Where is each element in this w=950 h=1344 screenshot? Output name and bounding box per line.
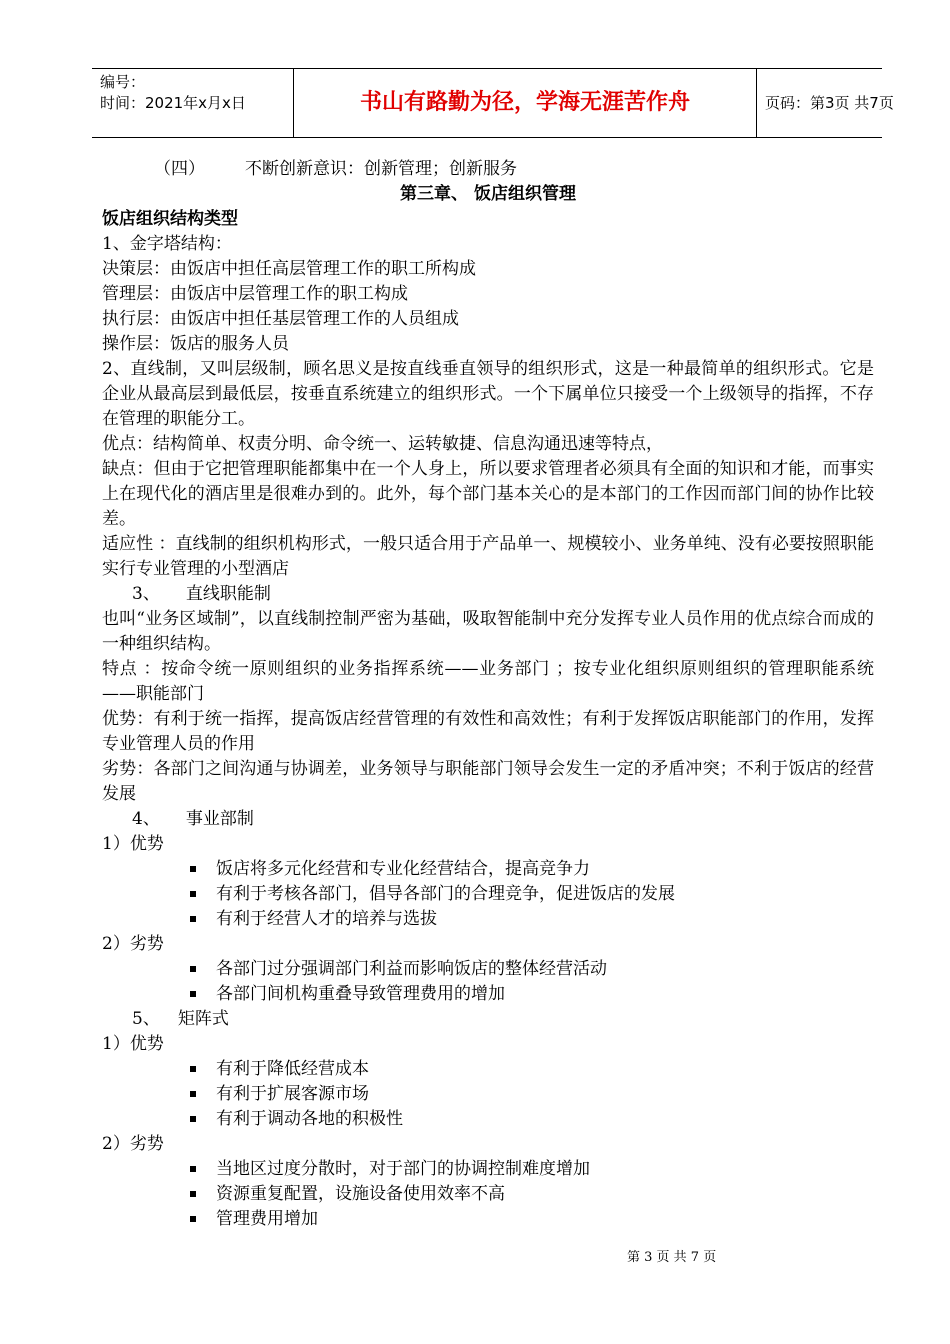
paragraph: 适应性 ：直线制的组织机构形式，一般只适合用于产品单一、规模较小、业务单纯、没有必要按照职能实行专业管理的小型酒店 xyxy=(102,534,874,579)
header-time: 时间：2021年x月x日 xyxy=(100,94,246,112)
header-meta xyxy=(92,69,293,137)
paragraph: 也叫“业务区域制”，以直线制控制严密为基础，吸取智能制中充分发挥专业人员作用的优点综合而成的一种组织结构。 xyxy=(102,609,874,654)
list-item-text: 有利于经营人才的培养与选拔 xyxy=(216,909,437,929)
bullet-list xyxy=(102,857,874,932)
paragraph: 1、金字塔结构： xyxy=(102,234,232,254)
list-item-text: 有利于考核各部门，倡导各部门的合理竞争，促进饭店的发展 xyxy=(216,884,675,904)
paragraph: 优势：有利于统一指挥，提高饭店经营管理的有效性和高效性；有利于发挥饭店职能部门的作用，发挥专业管理人员的作用 xyxy=(102,709,874,754)
bullet-icon xyxy=(190,966,196,972)
subheading-number: 5、 xyxy=(132,1009,160,1029)
paragraph: 2、直线制，又叫层级制，顾名思义是按直线垂直领导的组织形式，这是一种最简单的组织形式。它是企业从最高层到最低层，按垂直系统建立的组织形式。一个下属单位只接受一个上级领导的指挥，不存在管理的职能分工。 xyxy=(102,359,874,429)
bullet-icon xyxy=(190,916,196,922)
list-item-text: 饭店将多元化经营和专业化经营结合，提高竞争力 xyxy=(216,859,590,879)
bullet-icon xyxy=(190,891,196,897)
paragraph: 操作层：饭店的服务人员 xyxy=(102,334,289,354)
paragraph: 劣势：各部门之间沟通与协调差，业务领导与职能部门领导会发生一定的矛盾冲突；不利于饭店的经营发展 xyxy=(102,759,874,804)
bullet-list xyxy=(102,1157,874,1232)
list-item-text: 有利于扩展客源市场 xyxy=(216,1084,369,1104)
list-item xyxy=(102,1207,874,1232)
list-item-text: 各部门间机构重叠导致管理费用的增加 xyxy=(216,984,505,1004)
header-motto: 书山有路勤为径，学海无涯苦作舟 xyxy=(293,69,757,137)
paragraph xyxy=(102,157,874,182)
bullet-icon xyxy=(190,1091,196,1097)
item-number: （四） xyxy=(154,159,205,179)
bullet-icon xyxy=(190,866,196,872)
document-body xyxy=(102,157,874,1232)
list-item xyxy=(102,982,874,1007)
paragraph: 管理层：由饭店中层管理工作的职工构成 xyxy=(102,284,408,304)
bullet-icon xyxy=(190,1066,196,1072)
list-item xyxy=(102,907,874,932)
header-number-label: 编号： xyxy=(100,73,146,91)
subheading xyxy=(102,582,874,607)
chapter-title: 第三章、 饭店组织管理 xyxy=(400,184,576,204)
bullet-icon xyxy=(190,1116,196,1122)
paragraph: 优点：结构简单、权责分明、命令统一、运转敏捷、信息沟通迅速等特点， xyxy=(102,434,663,454)
list-item-text: 有利于降低经营成本 xyxy=(216,1059,369,1079)
subheading-number: 3、 xyxy=(132,584,160,604)
list-item xyxy=(102,1157,874,1182)
list-item-text: 资源重复配置，设施设备使用效率不高 xyxy=(216,1184,505,1204)
list-item xyxy=(102,957,874,982)
subheading-number: 4、 xyxy=(132,809,160,829)
list-item xyxy=(102,1182,874,1207)
subheading-text: 直线职能制 xyxy=(185,584,271,604)
list-item xyxy=(102,1107,874,1132)
subheading-text: 矩阵式 xyxy=(177,1009,229,1029)
bullet-icon xyxy=(190,991,196,997)
page-header xyxy=(92,68,894,138)
item-text: 不断创新意识：创新管理；创新服务 xyxy=(245,159,517,179)
list-item xyxy=(102,857,874,882)
subheading-text: 事业部制 xyxy=(185,809,254,829)
bullet-icon xyxy=(190,1166,196,1172)
paragraph: 1）优势 xyxy=(102,1034,164,1054)
list-item-text: 管理费用增加 xyxy=(216,1209,318,1229)
subheading xyxy=(102,1007,874,1032)
list-item xyxy=(102,1057,874,1082)
paragraph: 执行层：由饭店中担任基层管理工作的人员组成 xyxy=(102,309,459,329)
section-heading: 饭店组织结构类型 xyxy=(102,209,238,229)
paragraph: 决策层：由饭店中担任高层管理工作的职工所构成 xyxy=(102,259,476,279)
bullet-icon xyxy=(190,1216,196,1222)
bullet-icon xyxy=(190,1191,196,1197)
paragraph: 1）优势 xyxy=(102,834,164,854)
paragraph: 特点 ：按命令统一原则组织的业务指挥系统——业务部门 ；按专业化组织原则组织的管理职能系统——职能部门 xyxy=(102,659,874,704)
subheading xyxy=(102,807,874,832)
paragraph: 2）劣势 xyxy=(102,934,164,954)
list-item-text: 各部门过分强调部门利益而影响饭店的整体经营活动 xyxy=(216,959,607,979)
list-item xyxy=(102,1082,874,1107)
paragraph: 缺点：但由于它把管理职能都集中在一个人身上，所以要求管理者必须具有全面的知识和才能，而事实上在现代化的酒店里是很难办到的。此外，每个部门基本关心的是本部门的工作因而部门间的协作比较差。 xyxy=(102,459,874,529)
page-footer: 第 3 页 共 7 页 xyxy=(627,1250,717,1265)
bullet-list xyxy=(102,1057,874,1132)
header-page-number: 页码：第3页 共7页 xyxy=(765,94,894,112)
list-item-text: 当地区过度分散时，对于部门的协调控制难度增加 xyxy=(216,1159,590,1179)
list-item-text: 有利于调动各地的积极性 xyxy=(216,1109,403,1129)
list-item xyxy=(102,882,874,907)
bullet-list xyxy=(102,957,874,1007)
paragraph: 2）劣势 xyxy=(102,1134,164,1154)
